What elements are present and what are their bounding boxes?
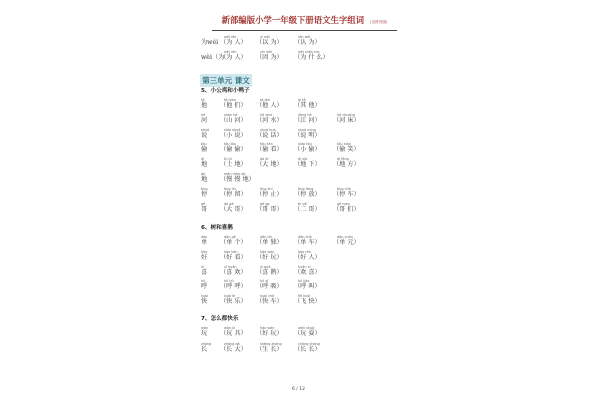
word-pinyin: hǎo wán [260,326,275,330]
character: 河 [201,116,208,124]
word-pinyin: tíng liú [224,186,236,191]
word-pinyin: yǐ wéi [260,35,270,39]
char-pinyin: tíng [201,186,208,191]
lesson-title: 7、怎么都快乐 [201,316,239,322]
word-pinyin: dān chē [298,235,312,239]
word-pinyin: dān dú [260,235,272,239]
word-pinyin: dì fāng [337,157,349,162]
unit-banner: 第三单元 课文 [200,74,252,87]
char-pinyin: gē [201,201,206,206]
word: （小 偷） [294,146,321,154]
word: （因 为） [256,54,283,61]
word-pinyin: tā rén [260,98,271,102]
lesson-title: 6、树和喜鹊 [201,225,233,231]
word: （单 个） [220,239,247,246]
word-row [0,295,600,306]
char-pinyin: hǎo [201,249,208,254]
word-pinyin: fēi kuài [298,294,311,299]
word-row [0,236,600,247]
word: （喜 欢） [220,268,247,276]
page-subtitle: (含拼音版) [370,20,388,24]
word-row [0,266,600,277]
char-pinyin: zhǎng [201,341,212,346]
word: （为 什 么） [294,54,329,61]
char-pinyin: shuō [201,127,210,132]
word: （呼 吸） [256,283,283,291]
char-pinyin: dì [201,157,205,162]
word-pinyin: xǐ huān [224,264,237,269]
word-pinyin: huān xǐ [298,264,311,269]
word: （呼 叫） [294,283,321,291]
word: （为 人） [220,54,247,61]
word: （单 车） [294,239,321,246]
word: （单 元） [333,239,360,246]
word-pinyin: tíng chē [337,186,351,191]
word-pinyin: xǐ què [260,264,271,269]
word: （大 哥） [220,205,247,213]
word: （飞 快） [294,298,321,306]
word-pinyin: shān hé [224,112,238,117]
page-number: 6 / 12 [292,387,305,392]
word: （他 们） [220,102,247,109]
word-pinyin: hǎo wán [260,249,275,254]
word-pinyin: tā men [224,98,237,102]
word: （哥 们） [333,205,360,213]
word: （长 长） [294,345,321,353]
word-pinyin: dì xià [298,157,308,162]
word: （地 下） [294,161,321,169]
character: wèi（为 [201,54,225,61]
word: （以 为） [256,39,283,46]
word: （偷 偷） [220,146,247,154]
word: （呼 呼） [220,283,247,291]
word-pinyin: xiǎo tōu [298,142,312,147]
character: 玩 [201,330,208,337]
char-pinyin: wán [201,326,208,330]
word: （说 明） [294,131,321,139]
char-pinyin: tōu [201,142,207,147]
word-pinyin: rèn wéi [298,35,311,39]
word: （偷 笑） [333,146,360,154]
word-pinyin: tíng zhǐ [260,186,273,191]
word: （为 人） [220,39,247,46]
word: （停 止） [256,190,283,198]
character: 为wéi [201,39,219,46]
word-row [0,36,600,47]
word: （说 话） [256,131,283,139]
character: 呼 [201,283,208,291]
word-pinyin: dà dì [260,157,269,162]
character: 地 [201,176,208,183]
word: （哥 哥） [256,205,283,213]
char-pinyin: tā [201,98,205,102]
word: （地 方） [333,161,360,169]
word-pinyin: yīn wèi [260,50,272,54]
word-row [0,173,600,184]
character: 偷 [201,146,208,154]
char-pinyin: hé [201,112,206,117]
word-pinyin: wèi rén [224,50,237,54]
word: （大 地） [256,161,283,169]
word-row [0,188,600,199]
word-pinyin: kuài chē [260,294,275,299]
char-pinyin: kuài [201,294,209,299]
character: 地 [201,161,208,169]
character: 他 [201,102,208,109]
word-pinyin: shēng zhǎng [260,341,282,346]
word: （河 床） [333,116,360,124]
word: （好 看） [220,253,247,261]
character: 喜 [201,268,208,276]
word-pinyin: tōu tōu [224,142,237,147]
word: （快 乐） [220,298,247,306]
word-pinyin: màn màn de [224,172,246,176]
char-pinyin: xǐ [201,264,204,269]
word-pinyin: hǎo kàn [224,249,238,254]
word-row [0,51,600,62]
word-pinyin: wéi rén [224,35,237,39]
word-pinyin: shuō huà [260,127,276,132]
word-row [0,99,600,110]
word: （长 大） [220,345,247,353]
word: （快 车） [256,298,283,306]
character: 说 [201,131,208,139]
word-row [0,114,600,125]
word-row [0,129,600,140]
char-pinyin: hū [201,279,206,284]
word: （他 人） [256,102,283,109]
word-pinyin: gē men [337,201,350,206]
word-pinyin: hǎo rén [298,249,311,254]
word-pinyin: wán jù [224,326,236,330]
word: （小 说） [220,131,247,139]
word-row [0,251,600,262]
word-pinyin: hū hū [224,279,234,284]
character: 长 [201,345,208,353]
char-pinyin: de [201,172,206,176]
page-header [212,8,397,31]
word-pinyin: hū jiào [298,279,310,284]
word-pinyin: wèi shén me [298,50,320,54]
character: 好 [201,253,208,261]
char-pinyin: dān [201,235,208,239]
word-pinyin: dān gè [224,235,236,239]
word: （偷 看） [256,146,283,154]
word-pinyin: shuō míng [298,127,316,132]
word-pinyin: xiǎo shuō [224,127,241,132]
page-title: 新部编版小学一年级下册语文生字组词 [221,15,365,25]
word-pinyin: hé shuǐ [260,112,273,117]
word-row [0,327,600,338]
word-pinyin: tōu xiào [337,142,351,147]
word-pinyin: dà gē [224,201,234,206]
word: （慢 慢 地） [220,176,255,183]
word: （玩 耍） [294,330,321,337]
word: （土 地） [220,161,247,169]
word-pinyin: hū xī [260,279,269,284]
character: 哥 [201,205,208,213]
word-pinyin: èr gē [298,201,307,206]
word-pinyin: zhǎng dà [224,341,240,346]
word: （停 放） [294,190,321,198]
word: （停 留） [220,190,247,198]
word-row [0,280,600,291]
word-pinyin: tíng fàng [298,186,314,191]
character: 单 [201,239,208,246]
character: 停 [201,190,208,198]
word-row [0,143,600,154]
word: （二 哥） [294,205,321,213]
word-pinyin: tōu kàn [260,142,273,147]
word: （其 他） [294,102,321,109]
word-row [0,343,600,354]
word: （生 长） [256,345,283,353]
word-pinyin: qí tā [298,98,306,102]
word: （停 车） [333,190,360,198]
word: （单 独） [256,239,283,246]
word: （河 水） [256,116,283,124]
word: （好 玩） [256,330,283,337]
word-pinyin: gē ge [260,201,270,206]
word: （好 人） [294,253,321,261]
word-pinyin: dān yuán [337,235,353,239]
word-pinyin: cháng cháng [298,341,320,346]
word-pinyin: tǔ dì [224,157,232,162]
word-pinyin: kuài lè [224,294,236,299]
word: （喜 鹊） [256,268,283,276]
lesson-title: 5、小公鸡和小鸭子 [201,88,250,94]
word-row [0,158,600,169]
word-pinyin: wán shuǎ [298,326,315,330]
word-pinyin: hé chuáng [337,112,355,117]
word: （好 玩） [256,253,283,261]
word: （认 为） [294,39,321,46]
word: （山 河） [220,116,247,124]
word: （欢 喜） [294,268,321,276]
word-pinyin: jiāng hé [298,112,312,117]
word-row [0,203,600,214]
word: （江 河） [294,116,321,124]
word: （玩 具） [220,330,247,337]
character: 快 [201,298,208,306]
